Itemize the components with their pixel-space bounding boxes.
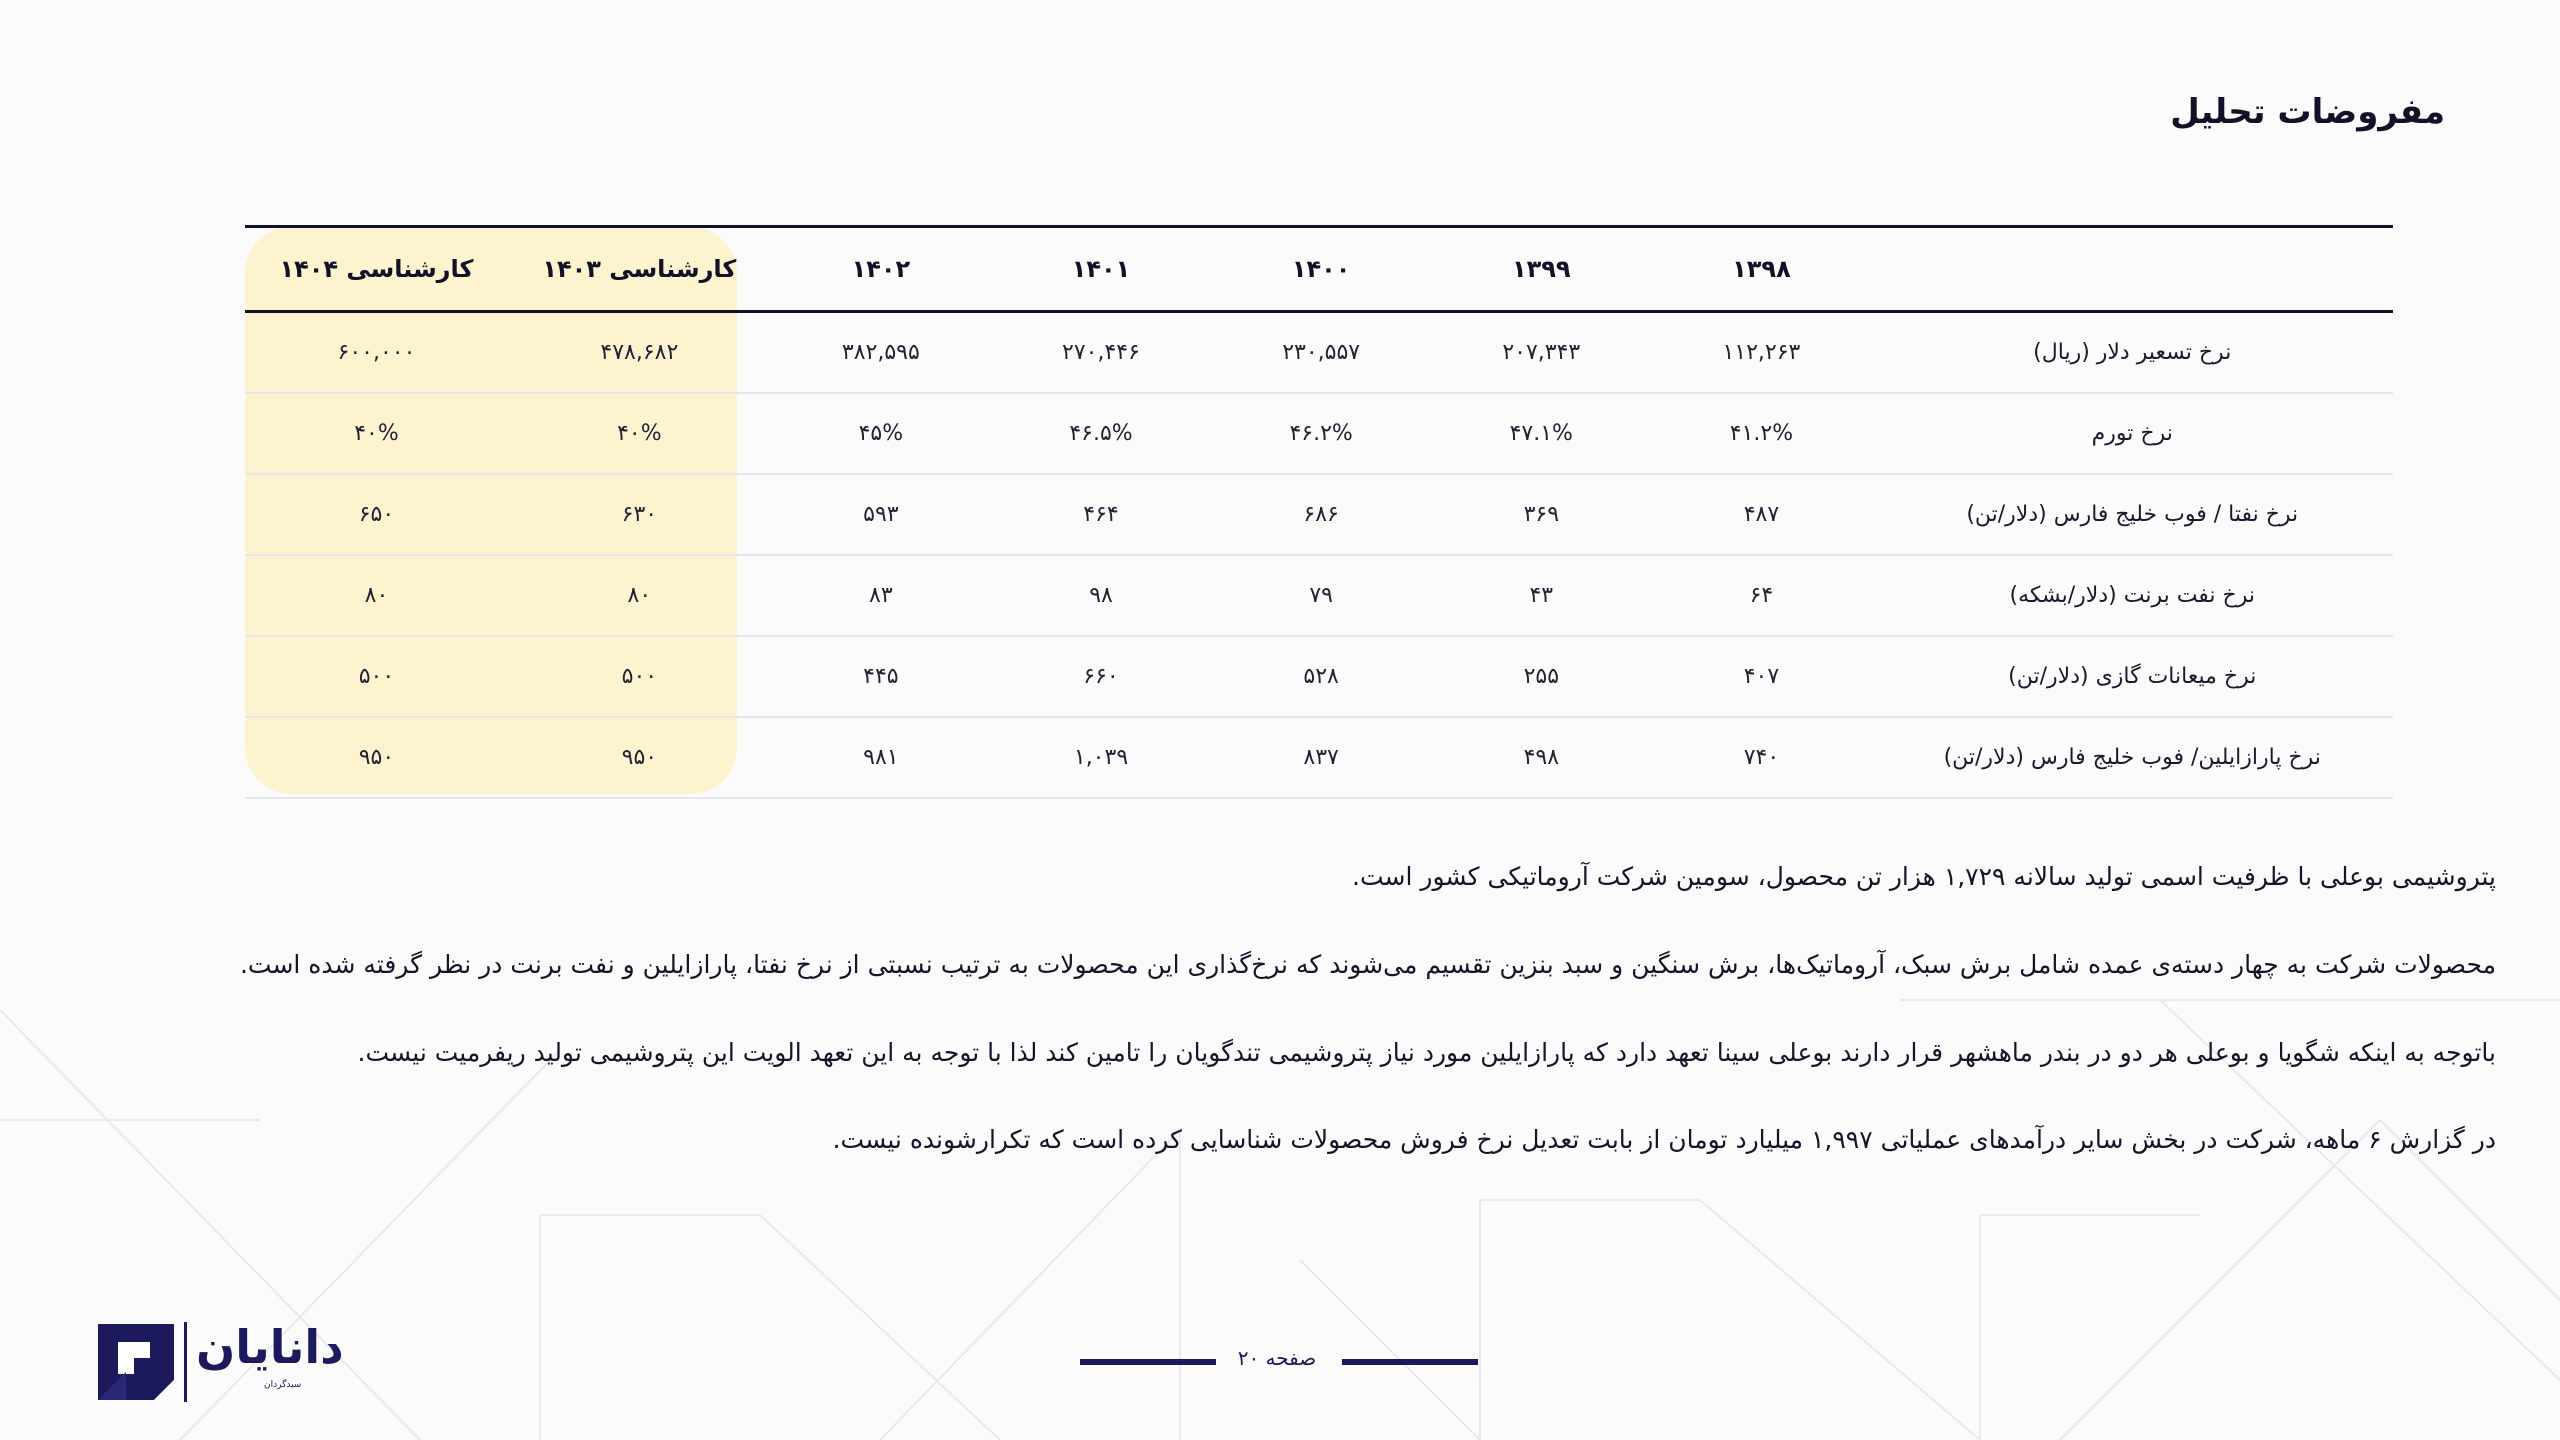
table-cell: ۴۶.۲% [1211, 393, 1431, 474]
table-cell: ۴۰۷ [1651, 636, 1871, 717]
table-cell: ۲۵۵ [1431, 636, 1651, 717]
table-cell: ۴۱.۲% [1651, 393, 1871, 474]
table-row [245, 717, 2393, 798]
table-cell: ۴۰% [245, 393, 508, 474]
table-cell: ۲۳۰,۵۵۷ [1211, 312, 1431, 394]
row-label: نرخ نفتا / فوب خلیج فارس (دلار/تن) [1872, 474, 2394, 555]
row-label: نرخ نفت برنت (دلار/بشکه) [1872, 555, 2394, 636]
table-cell: ۸۰ [245, 555, 508, 636]
header-1399: ۱۳۹۹ [1431, 227, 1651, 312]
table-cell: ۹۵۰ [245, 717, 508, 798]
paragraph-six-month: در گزارش ۶ ماهه، شرکت در بخش سایر درآمدهای عملیاتی ۱,۹۹۷ میلیارد تومان از بابت تعدیل نرخ فروش محصولات شناسایی کرده است که تکرارشونده نیست. [832, 1125, 2496, 1154]
header-1398: ۱۳۹۸ [1651, 227, 1871, 312]
assumptions-table [245, 225, 2393, 799]
table-cell: ۶۴ [1651, 555, 1871, 636]
table-cell: ۲۰۷,۳۴۳ [1431, 312, 1651, 394]
table-cell: ۴۷.۱% [1431, 393, 1651, 474]
row-label: نرخ تورم [1872, 393, 2394, 474]
row-label: نرخ پارازایلین/ فوب خلیج فارس (دلار/تن) [1872, 717, 2394, 798]
table-cell: ۵۰۰ [245, 636, 508, 717]
table-cell: ۶۳۰ [508, 474, 771, 555]
table-cell: ۸۳ [771, 555, 991, 636]
logo-tagline: سید‌گردان [264, 1380, 302, 1390]
table-cell: ۷۴۰ [1651, 717, 1871, 798]
table-cell: ۴۷۸,۶۸۲ [508, 312, 771, 394]
table-cell: ۶۶۰ [991, 636, 1211, 717]
header-1400: ۱۴۰۰ [1211, 227, 1431, 312]
table-row [245, 312, 2393, 394]
logo-divider [184, 1322, 187, 1402]
table-cell: ۴۰% [508, 393, 771, 474]
table-cell: ۲۷۰,۴۴۶ [991, 312, 1211, 394]
page-number: صفحه ۲۰ [1237, 1346, 1317, 1370]
table-cell: ۹۵۰ [508, 717, 771, 798]
table-cell: ۸۰ [508, 555, 771, 636]
table-cell: ۶۵۰ [245, 474, 508, 555]
assumptions-table-section [245, 225, 2393, 795]
table-cell: ۵۹۳ [771, 474, 991, 555]
header-1403-expert: کارشناسی ۱۴۰۳ [508, 227, 771, 312]
footer-line-right [1342, 1359, 1478, 1365]
header-1402: ۱۴۰۲ [771, 227, 991, 312]
table-cell: ۴۸۷ [1651, 474, 1871, 555]
table-cell: ۳۸۲,۵۹۵ [771, 312, 991, 394]
table-cell: ۴۵% [771, 393, 991, 474]
table-cell: ۴۶۴ [991, 474, 1211, 555]
table-cell: ۳۶۹ [1431, 474, 1651, 555]
table-cell: ۱,۰۳۹ [991, 717, 1211, 798]
header-1401: ۱۴۰۱ [991, 227, 1211, 312]
paragraph-products: محصولات شرکت به چهار دسته‌ی عمده شامل برش سبک، آروماتیک‌ها، برش سنگین و سبد بنزین تقسیم می‌شوند که نرخ‌گذاری این محصولات به ترتیب نسبتی از نرخ نفتا، پارازایلین و نفت برنت در نظر گرفته شده است. [239, 950, 2496, 979]
table-row [245, 393, 2393, 474]
header-1404-expert: کارشناسی ۱۴۰۴ [245, 227, 508, 312]
table-cell: ۹۸۱ [771, 717, 991, 798]
page-title: مفروضات تحلیل [2170, 92, 2445, 132]
table-cell: ۴۴۵ [771, 636, 991, 717]
table-row [245, 555, 2393, 636]
logo-name: دانایان [196, 1320, 344, 1374]
table-cell: ۴۶.۵% [991, 393, 1211, 474]
table-cell: ۷۹ [1211, 555, 1431, 636]
table-cell: ۹۸ [991, 555, 1211, 636]
table-cell: ۱۱۲,۲۶۳ [1651, 312, 1871, 394]
table-header-row [245, 227, 2393, 312]
table-cell: ۸۳۷ [1211, 717, 1431, 798]
table-cell: ۶۰۰,۰۰۰ [245, 312, 508, 394]
row-label: نرخ میعانات گازی (دلار/تن) [1872, 636, 2394, 717]
header-label [1872, 227, 2394, 312]
table-cell: ۶۸۶ [1211, 474, 1431, 555]
table-cell: ۵۲۸ [1211, 636, 1431, 717]
row-label: نرخ تسعیر دلار (ریال) [1872, 312, 2394, 394]
table-row [245, 474, 2393, 555]
footer-line-left [1080, 1359, 1216, 1365]
brand-logo [98, 1320, 358, 1404]
table-cell: ۴۳ [1431, 555, 1651, 636]
paragraph-capacity: پتروشیمی بوعلی با ظرفیت اسمی تولید سالانه ۱,۷۲۹ هزار تن محصول، سومین شرکت آروماتیکی کشور است. [1352, 862, 2496, 891]
logo-mark-icon [98, 1324, 174, 1400]
table-row [245, 636, 2393, 717]
table-cell: ۴۹۸ [1431, 717, 1651, 798]
paragraph-paraxylene: باتوجه به اینکه شگویا و بوعلی هر دو در بندر ماهشهر قرار دارند بوعلی سینا تعهد دارد که پارازایلین مورد نیاز پتروشیمی تندگویان را تامین کند لذا با توجه به این تعهد الویت این پتروشیمی تولید ریفرمیت نیست. [357, 1038, 2496, 1067]
table-cell: ۵۰۰ [508, 636, 771, 717]
